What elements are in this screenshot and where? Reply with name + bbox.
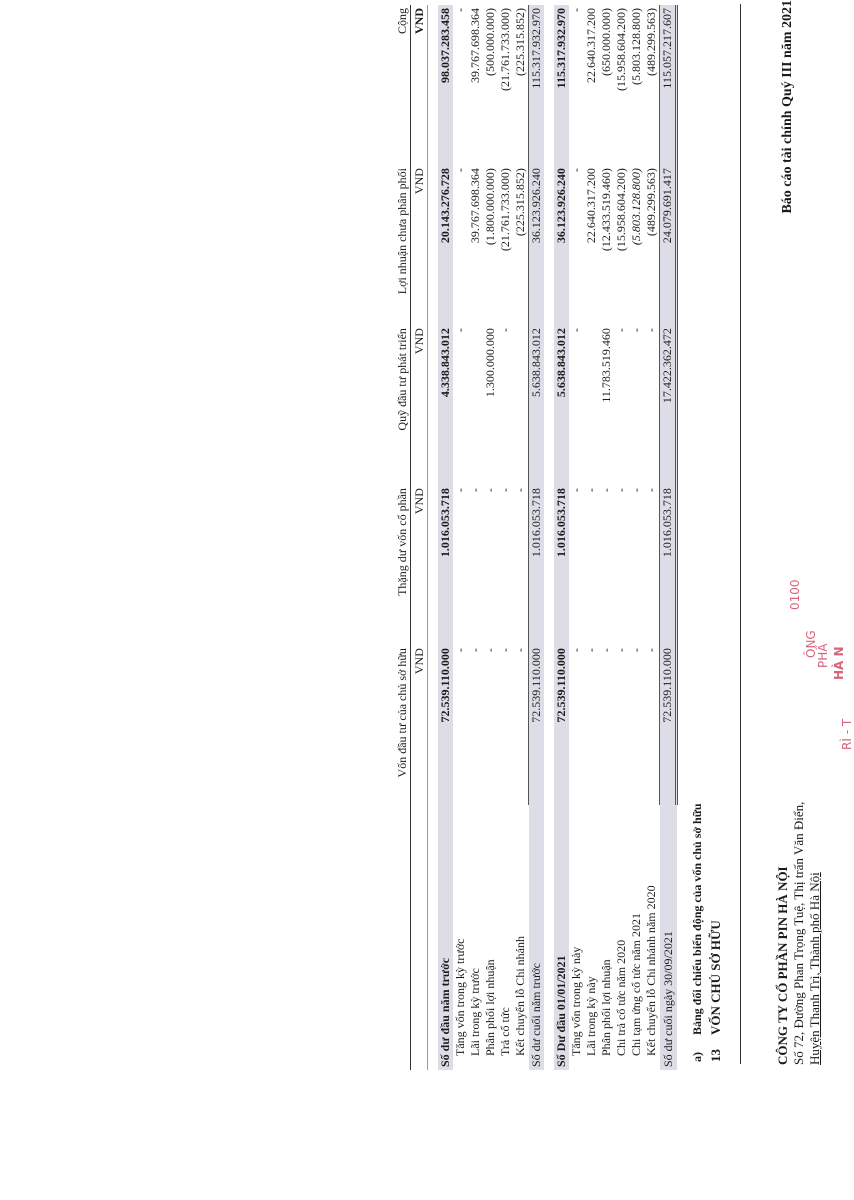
cell-retained-earnings: (12.433.519.460) (599, 168, 613, 252)
cell-total: (21.761.733.000) (498, 8, 512, 91)
cell-share-premium: - (644, 488, 658, 493)
row-label: Chi trả cổ tức năm 2020 (614, 939, 628, 1056)
cell-total: 98.037.283.458 (438, 5, 453, 165)
cell-development-fund: - (614, 328, 628, 333)
row-label: Lãi trong kỳ trước (468, 968, 482, 1056)
cell-owner-capital: - (629, 648, 643, 653)
unit-cell: VND (411, 645, 428, 805)
table-row (629, 5, 644, 1070)
row-label: Tăng vốn trong kỳ này (569, 946, 583, 1056)
section-number: 13 (708, 1049, 723, 1062)
col-owner-capital: Vốn đầu tư của chủ sở hữu (395, 648, 409, 778)
unit-cell: VND (411, 325, 428, 485)
cell-share-premium: - (584, 488, 598, 493)
unit-cell: VND (411, 5, 428, 165)
table-row (529, 5, 545, 1070)
cell-development-fund: - (498, 328, 512, 333)
cell-owner-capital: - (644, 648, 658, 653)
cell-retained-earnings: - (453, 168, 467, 173)
row-label: Chi tạm ứng cổ tức năm 2021 (629, 913, 643, 1056)
table-row (468, 5, 483, 1070)
cell-retained-earnings: (1.800.000.000) (483, 168, 497, 246)
equity-reconciliation-table (395, 5, 678, 1070)
cell-owner-capital: 72.539.110.000 (660, 645, 677, 805)
col-share-premium: Thặng dư vốn cổ phần (395, 488, 409, 596)
spacer-row (544, 5, 554, 1070)
row-label: Lãi trong kỳ này (584, 976, 598, 1056)
company-name: CÔNG TY CỔ PHẦN PIN HÀ NỘI (775, 866, 790, 1065)
cell-owner-capital: - (569, 648, 583, 653)
cell-development-fund: - (569, 328, 583, 333)
cell-owner-capital: - (483, 648, 497, 653)
cell-retained-earnings: (5.803.128.800) (629, 168, 643, 246)
cell-share-premium: - (614, 488, 628, 493)
cell-total: (650.000.000) (599, 8, 613, 76)
cell-total: - (569, 8, 583, 12)
table-row (644, 5, 660, 1070)
cell-development-fund: 4.338.843.012 (438, 325, 453, 485)
cell-development-fund: 5.638.843.012 (554, 325, 569, 485)
cell-development-fund (468, 325, 483, 485)
cell-owner-capital: - (614, 648, 628, 653)
table-row (513, 5, 529, 1070)
company-address-line2: Huyện Thanh Trì, Thành phố Hà Nội (807, 872, 822, 1065)
cell-share-premium: 1.016.053.718 (660, 485, 677, 645)
cell-share-premium: - (569, 488, 583, 493)
stamp-text-2: ÔNG (804, 630, 818, 658)
spacer-row (428, 5, 439, 1070)
cell-owner-capital: - (513, 648, 527, 653)
cell-total: 115.057.217.607 (660, 5, 677, 165)
col-retained-earnings: Lợi nhuận chưa phân phối (395, 168, 409, 295)
col-development-fund: Quỹ đầu tư phát triển (395, 328, 409, 431)
cell-share-premium: - (483, 488, 497, 493)
cell-development-fund: - (453, 328, 467, 333)
cell-total: 115.317.932.970 (554, 5, 569, 165)
subsection-heading (690, 803, 705, 1062)
section-heading (708, 920, 724, 1062)
row-label: Kết chuyển lỗ Chi nhánh (513, 936, 528, 1056)
cell-owner-capital: - (498, 648, 512, 653)
cell-total: 22.640.317.200 (584, 8, 598, 83)
cell-retained-earnings: 36.123.926.240 (554, 165, 569, 325)
cell-total: - (453, 8, 467, 12)
cell-development-fund (584, 325, 599, 485)
cell-total: (15.958.604.200) (614, 8, 628, 91)
row-label: Số Dư đầu 01/01/2021 (554, 805, 569, 1070)
cell-retained-earnings: - (569, 168, 583, 173)
unit-cell: VND (411, 165, 428, 325)
table-row (569, 5, 584, 1070)
company-header (775, 802, 823, 1065)
cell-development-fund: 1.300.000.000 (483, 328, 497, 398)
cell-total: 39.767.698.364 (468, 8, 482, 83)
row-label: Trả cổ tức (498, 1007, 512, 1056)
unit-cell: VND (411, 485, 428, 645)
table-row (599, 5, 614, 1070)
header-rule (740, 4, 741, 1064)
stamp-text-5: RÌ - T (840, 718, 854, 750)
cell-development-fund (513, 325, 529, 485)
company-address-line1: Số 72, Đường Phan Trọng Tuệ, Thị trấn Văn Điển, (791, 801, 806, 1065)
row-label: Phân phối lợi nhuận (483, 959, 497, 1056)
stamp-text-1: 0100 (788, 579, 802, 610)
cell-total: (489.299.563) (644, 8, 658, 76)
row-label: Phân phối lợi nhuận (599, 959, 613, 1056)
table-row (660, 5, 677, 1070)
cell-owner-capital: - (453, 648, 467, 653)
row-label: Tăng vốn trong kỳ trước (453, 938, 467, 1056)
cell-owner-capital: - (599, 648, 613, 653)
cell-share-premium: 1.016.053.718 (554, 485, 569, 645)
cell-retained-earnings: 22.640.317.200 (584, 168, 598, 244)
cell-retained-earnings: 39.767.698.364 (468, 168, 482, 244)
cell-retained-earnings: (15.958.604.200) (614, 168, 628, 252)
cell-owner-capital: - (584, 648, 598, 653)
table-row (584, 5, 599, 1070)
cell-share-premium: - (629, 488, 643, 493)
table-row (453, 5, 468, 1070)
cell-retained-earnings: (21.761.733.000) (498, 168, 512, 252)
cell-total: (500.000.000) (483, 8, 497, 76)
report-title: Báo cáo tài chính Quý III năm 2021 (780, 0, 795, 214)
red-seal-stamp (788, 550, 854, 750)
cell-retained-earnings: 24.079.691.417 (660, 165, 677, 325)
stamp-text-3: PHẦ (816, 643, 830, 668)
cell-share-premium: 1.016.053.718 (438, 485, 453, 645)
cell-share-premium: 1.016.053.718 (529, 485, 545, 645)
cell-owner-capital: - (468, 648, 482, 653)
unit-row (411, 5, 428, 1070)
cell-retained-earnings: (225.315.852) (513, 168, 527, 237)
section-title: VỐN CHỦ SỞ HỮU (708, 920, 723, 1035)
table-row (483, 5, 498, 1070)
cell-total: 115.317.932.970 (529, 5, 545, 165)
cell-development-fund: - (644, 328, 658, 333)
row-label: Số dư đầu năm trước (438, 805, 453, 1070)
table-row (498, 5, 513, 1070)
cell-share-premium: - (498, 488, 512, 493)
cell-share-premium: - (513, 488, 527, 493)
table-row (438, 5, 453, 1070)
cell-owner-capital: 72.539.110.000 (438, 645, 453, 805)
cell-retained-earnings: (489.299.563) (644, 168, 658, 237)
cell-development-fund: 17.422.362.472 (660, 325, 677, 485)
unit-empty (411, 805, 428, 1070)
cell-development-fund: 11.783.519.460 (599, 328, 613, 403)
cell-development-fund: - (629, 328, 643, 333)
row-label: Số dư cuối năm trước (529, 805, 545, 1070)
table-header-row (395, 5, 411, 1070)
cell-retained-earnings: 36.123.926.240 (529, 165, 545, 325)
col-total: Cộng (395, 8, 409, 35)
cell-development-fund: 5.638.843.012 (529, 325, 545, 485)
table-row (554, 5, 569, 1070)
cell-total: (225.315.852) (513, 8, 527, 76)
cell-share-premium: - (468, 488, 482, 493)
empty-header-cell (395, 805, 411, 1070)
row-label: Kết chuyển lỗ Chi nhánh năm 2020 (644, 885, 659, 1056)
subsection-title: Bảng đối chiếu biến động của vốn chủ sở hữu (690, 803, 704, 1035)
stamp-text-4: HÀ N (832, 646, 846, 680)
cell-total: (5.803.128.800) (629, 8, 643, 85)
table-row (614, 5, 629, 1070)
subsection-letter: a) (690, 1052, 704, 1062)
cell-retained-earnings: 20.143.276.728 (438, 165, 453, 325)
row-label: Số dư cuối ngày 30/09/2021 (660, 805, 677, 1070)
cell-owner-capital: 72.539.110.000 (529, 645, 545, 805)
cell-share-premium: - (599, 488, 613, 493)
cell-share-premium: - (453, 488, 467, 493)
cell-owner-capital: 72.539.110.000 (554, 645, 569, 805)
